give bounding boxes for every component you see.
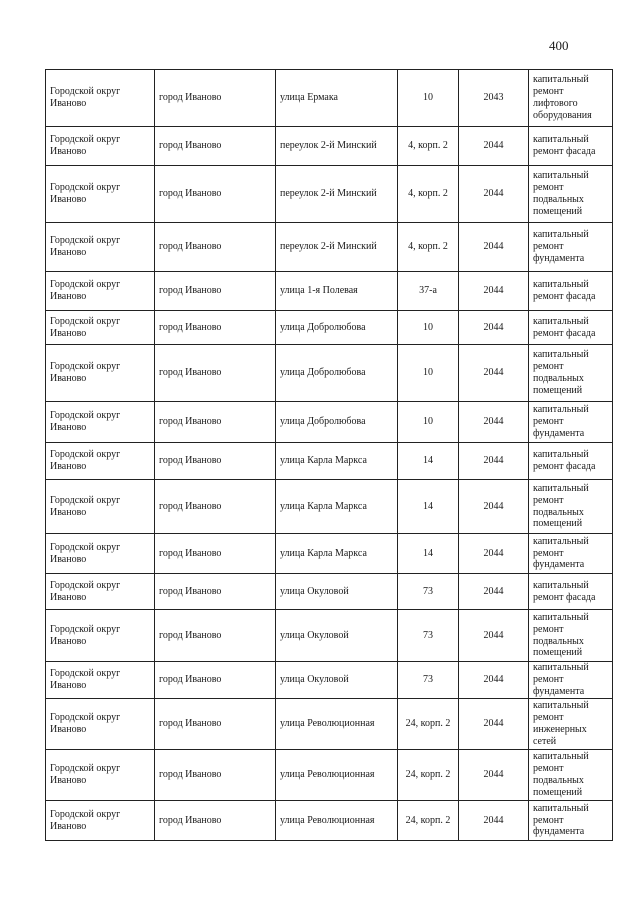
street-cell: улица Добролюбова xyxy=(276,345,398,402)
district-cell: Городской округ Иваново xyxy=(46,801,155,841)
house-number-cell: 10 xyxy=(398,70,459,127)
table-row xyxy=(46,166,613,223)
district-cell: Городской округ Иваново xyxy=(46,127,155,166)
table-row xyxy=(46,699,613,750)
table-row xyxy=(46,662,613,699)
locality-cell: город Иваново xyxy=(155,311,276,345)
district-cell: Городской округ Иваново xyxy=(46,534,155,574)
work-type-cell: капитальный ремонт фундамента xyxy=(529,534,613,574)
work-type-cell: капитальный ремонт фасада xyxy=(529,311,613,345)
table-row xyxy=(46,311,613,345)
house-number-cell: 10 xyxy=(398,311,459,345)
work-type-cell: капитальный ремонт подвальных помещений xyxy=(529,166,613,223)
street-cell: переулок 2-й Минский xyxy=(276,127,398,166)
table-row xyxy=(46,127,613,166)
district-cell: Городской округ Иваново xyxy=(46,480,155,534)
year-cell: 2044 xyxy=(459,166,529,223)
district-cell: Городской округ Иваново xyxy=(46,402,155,443)
year-cell: 2044 xyxy=(459,699,529,750)
table-row xyxy=(46,402,613,443)
year-cell: 2044 xyxy=(459,801,529,841)
street-cell: улица Карла Маркса xyxy=(276,534,398,574)
street-cell: улица Окуловой xyxy=(276,662,398,699)
house-number-cell: 4, корп. 2 xyxy=(398,127,459,166)
locality-cell: город Иваново xyxy=(155,574,276,610)
table-body xyxy=(46,70,613,841)
work-type-cell: капитальный ремонт подвальных помещений xyxy=(529,610,613,662)
year-cell: 2044 xyxy=(459,534,529,574)
district-cell: Городской округ Иваново xyxy=(46,574,155,610)
district-cell: Городской округ Иваново xyxy=(46,662,155,699)
work-type-cell: капитальный ремонт фасада xyxy=(529,443,613,480)
table-row xyxy=(46,534,613,574)
district-cell: Городской округ Иваново xyxy=(46,443,155,480)
district-cell: Городской округ Иваново xyxy=(46,272,155,311)
work-type-cell: капитальный ремонт фундамента xyxy=(529,402,613,443)
locality-cell: город Иваново xyxy=(155,610,276,662)
locality-cell: город Иваново xyxy=(155,801,276,841)
locality-cell: город Иваново xyxy=(155,443,276,480)
work-type-cell: капитальный ремонт инженерных сетей xyxy=(529,699,613,750)
house-number-cell: 4, корп. 2 xyxy=(398,223,459,272)
district-cell: Городской округ Иваново xyxy=(46,311,155,345)
work-type-cell: капитальный ремонт фундамента xyxy=(529,801,613,841)
district-cell: Городской округ Иваново xyxy=(46,345,155,402)
house-number-cell: 10 xyxy=(398,345,459,402)
district-cell: Городской округ Иваново xyxy=(46,610,155,662)
work-type-cell: капитальный ремонт фасада xyxy=(529,272,613,311)
work-type-cell: капитальный ремонт фасада xyxy=(529,574,613,610)
house-number-cell: 14 xyxy=(398,480,459,534)
table-row xyxy=(46,750,613,801)
district-cell: Городской округ Иваново xyxy=(46,70,155,127)
locality-cell: город Иваново xyxy=(155,662,276,699)
work-type-cell: капитальный ремонт фундамента xyxy=(529,223,613,272)
locality-cell: город Иваново xyxy=(155,750,276,801)
house-number-cell: 24, корп. 2 xyxy=(398,801,459,841)
house-number-cell: 4, корп. 2 xyxy=(398,166,459,223)
work-type-cell: капитальный ремонт подвальных помещений xyxy=(529,750,613,801)
house-number-cell: 73 xyxy=(398,610,459,662)
table-row xyxy=(46,223,613,272)
district-cell: Городской округ Иваново xyxy=(46,699,155,750)
house-number-cell: 37-а xyxy=(398,272,459,311)
locality-cell: город Иваново xyxy=(155,223,276,272)
district-cell: Городской округ Иваново xyxy=(46,166,155,223)
repair-schedule-table xyxy=(45,69,613,841)
work-type-cell: капитальный ремонт фасада xyxy=(529,127,613,166)
table-row xyxy=(46,801,613,841)
street-cell: переулок 2-й Минский xyxy=(276,223,398,272)
work-type-cell: капитальный ремонт лифтового оборудования xyxy=(529,70,613,127)
street-cell: улица Добролюбова xyxy=(276,311,398,345)
table-row xyxy=(46,443,613,480)
house-number-cell: 14 xyxy=(398,534,459,574)
year-cell: 2044 xyxy=(459,662,529,699)
street-cell: улица Революционная xyxy=(276,801,398,841)
year-cell: 2044 xyxy=(459,402,529,443)
street-cell: улица 1-я Полевая xyxy=(276,272,398,311)
year-cell: 2044 xyxy=(459,610,529,662)
locality-cell: город Иваново xyxy=(155,272,276,311)
street-cell: улица Окуловой xyxy=(276,574,398,610)
year-cell: 2044 xyxy=(459,345,529,402)
house-number-cell: 73 xyxy=(398,574,459,610)
page-number: 400 xyxy=(549,38,569,53)
work-type-cell: капитальный ремонт фундамента xyxy=(529,662,613,699)
table-row xyxy=(46,272,613,311)
street-cell: улица Революционная xyxy=(276,750,398,801)
locality-cell: город Иваново xyxy=(155,166,276,223)
locality-cell: город Иваново xyxy=(155,70,276,127)
house-number-cell: 14 xyxy=(398,443,459,480)
street-cell: улица Карла Маркса xyxy=(276,480,398,534)
street-cell: улица Карла Маркса xyxy=(276,443,398,480)
year-cell: 2044 xyxy=(459,574,529,610)
year-cell: 2043 xyxy=(459,70,529,127)
house-number-cell: 73 xyxy=(398,662,459,699)
street-cell: улица Ермака xyxy=(276,70,398,127)
locality-cell: город Иваново xyxy=(155,345,276,402)
house-number-cell: 24, корп. 2 xyxy=(398,699,459,750)
district-cell: Городской округ Иваново xyxy=(46,223,155,272)
locality-cell: город Иваново xyxy=(155,699,276,750)
table-row xyxy=(46,70,613,127)
year-cell: 2044 xyxy=(459,127,529,166)
work-type-cell: капитальный ремонт подвальных помещений xyxy=(529,345,613,402)
year-cell: 2044 xyxy=(459,272,529,311)
year-cell: 2044 xyxy=(459,750,529,801)
district-cell: Городской округ Иваново xyxy=(46,750,155,801)
work-type-cell: капитальный ремонт подвальных помещений xyxy=(529,480,613,534)
table-row xyxy=(46,480,613,534)
table-row xyxy=(46,610,613,662)
house-number-cell: 24, корп. 2 xyxy=(398,750,459,801)
locality-cell: город Иваново xyxy=(155,127,276,166)
locality-cell: город Иваново xyxy=(155,480,276,534)
year-cell: 2044 xyxy=(459,311,529,345)
locality-cell: город Иваново xyxy=(155,534,276,574)
table-row xyxy=(46,574,613,610)
street-cell: переулок 2-й Минский xyxy=(276,166,398,223)
street-cell: улица Революционная xyxy=(276,699,398,750)
year-cell: 2044 xyxy=(459,443,529,480)
street-cell: улица Добролюбова xyxy=(276,402,398,443)
table-row xyxy=(46,345,613,402)
locality-cell: город Иваново xyxy=(155,402,276,443)
house-number-cell: 10 xyxy=(398,402,459,443)
year-cell: 2044 xyxy=(459,223,529,272)
street-cell: улица Окуловой xyxy=(276,610,398,662)
year-cell: 2044 xyxy=(459,480,529,534)
